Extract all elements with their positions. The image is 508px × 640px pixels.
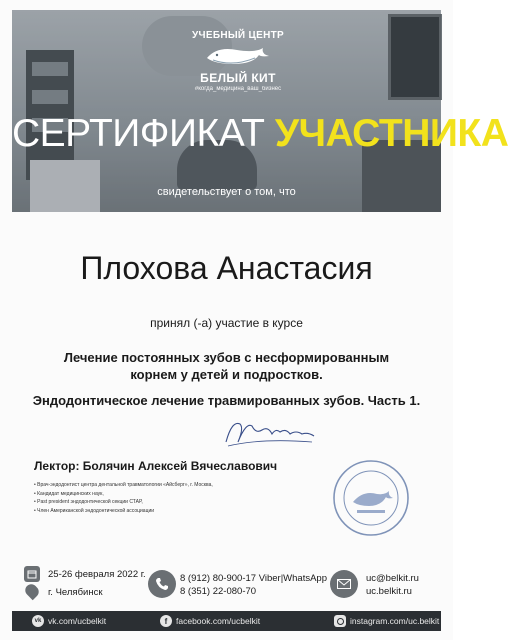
credential-item: • Past president эндодонтической секции СТАР, bbox=[34, 498, 213, 507]
facebook-icon: f bbox=[160, 615, 172, 627]
whale-icon bbox=[203, 42, 273, 68]
vk-link[interactable]: vk.com/ucbelkit bbox=[48, 616, 107, 626]
participant-name: Плохова Анастасия bbox=[80, 250, 373, 286]
header-photo bbox=[12, 10, 508, 212]
signature bbox=[222, 412, 318, 452]
phone-secondary[interactable]: 8 (351) 22-080-70 bbox=[180, 586, 257, 597]
vk-icon: vk bbox=[32, 615, 44, 627]
participation-text: принял (-а) участие в курсе bbox=[150, 316, 303, 330]
instagram-link[interactable]: instagram.com/uc.belkit bbox=[350, 616, 440, 626]
credential-item: • Кандидат медицинских наук, bbox=[34, 490, 213, 499]
title-word-participant: УЧАСТНИКА bbox=[274, 112, 508, 155]
course-title-line-1: Лечение постоянных зубов с несформированным bbox=[63, 350, 390, 365]
event-city: г. Челябинск bbox=[48, 587, 103, 598]
event-dates: 25-26 февраля 2022 г. bbox=[48, 569, 146, 580]
facebook-link[interactable]: facebook.com/ucbelkit bbox=[176, 616, 261, 626]
contact-website[interactable]: uc.belkit.ru bbox=[366, 586, 412, 597]
credential-item: • Член Американской эндодонтической ассоциации bbox=[34, 507, 213, 516]
attest-text: свидетельствует о том, что bbox=[157, 186, 296, 198]
course-title-line-2: корнем у детей и подростков. bbox=[130, 367, 323, 382]
phone-primary[interactable]: 8 (912) 80-900-17 Viber|WhatsApp bbox=[180, 573, 327, 584]
instagram-icon bbox=[334, 615, 346, 627]
email-icon bbox=[330, 570, 358, 598]
credential-item: • Врач-эндодонтист центра дентальной травматологии «Айсберг», г. Москва, bbox=[34, 481, 213, 490]
logo-caption: УЧЕБНЫЙ ЦЕНТР bbox=[192, 30, 284, 41]
social-footer bbox=[12, 611, 441, 631]
phone-icon bbox=[148, 570, 176, 598]
certificate-title bbox=[12, 112, 508, 156]
location-pin-icon bbox=[23, 582, 41, 600]
logo-name: БЕЛЫЙ КИТ bbox=[200, 71, 276, 85]
title-word-certificate: СЕРТИФИКАТ bbox=[12, 112, 265, 155]
course-title-line-3: Эндодонтическое лечение травмированных зубов. Часть 1. bbox=[32, 393, 421, 408]
calendar-icon bbox=[24, 566, 40, 582]
brand-logo bbox=[192, 30, 284, 92]
logo-tagline: #когда_медицина_ваш_бизнес bbox=[194, 86, 282, 92]
contact-email[interactable]: uc@belkit.ru bbox=[366, 573, 419, 584]
lecturer-credentials bbox=[34, 481, 213, 515]
organization-stamp bbox=[331, 458, 411, 538]
lecturer-name: Лектор: Болячин Алексей Вячеславович bbox=[34, 459, 278, 473]
